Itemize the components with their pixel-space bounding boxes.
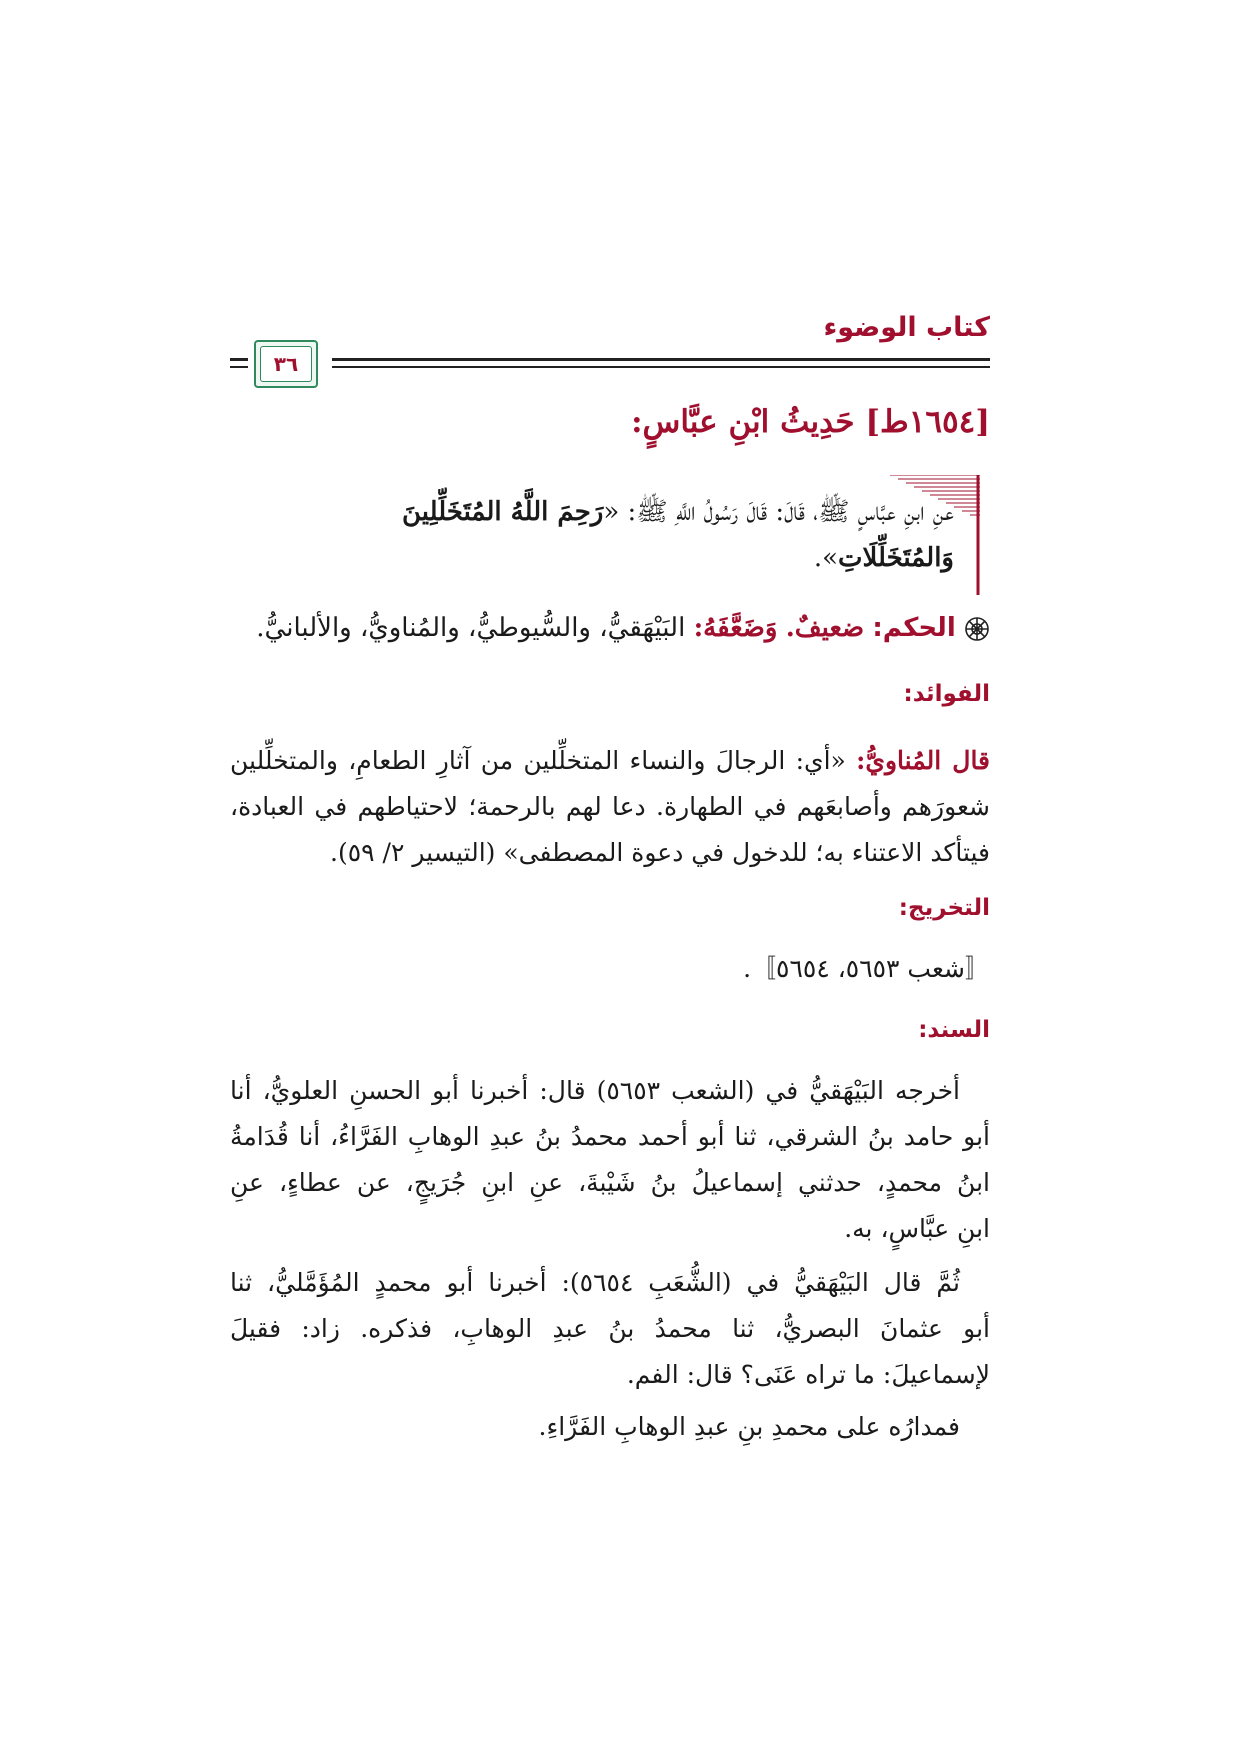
book-title: كتاب الوضوء	[823, 312, 990, 343]
sanad-line: لإسماعيلَ: ما تراه عَنَى؟ قال: الفم.	[626, 1360, 990, 1389]
ruling-scholars: البَيْهَقيُّ، والسُّيوطيُّ، والمُناويُّ، والألبانيُّ.	[256, 613, 686, 643]
hadith-heading: [١٦٥٤ط] حَدِيثُ ابْنِ عبَّاسٍ:	[631, 404, 990, 440]
hadith-text	[254, 489, 954, 581]
sanad-line: أبو حامد بنُ الشرقي، ثنا أبو أحمد محمدُ بنُ عبدِ الوهابِ الفَرَّاءُ، أنا قُدَامةُ	[230, 1122, 990, 1151]
benefits-label: الفوائد:	[903, 681, 990, 707]
hadith-quote-line1: رَحِمَ اللَّهُ المُتَخَلِّلِينَ	[401, 497, 604, 527]
page-header	[230, 310, 990, 390]
takhrij-label: التخريج:	[898, 895, 990, 921]
sanad-line: ثُمَّ قال البَيْهَقيُّ في (الشُّعَبِ ٥٦٥٤): أخبرنا أبو محمدٍ المُؤَمَّليُّ، ثنا	[230, 1268, 960, 1297]
ruling-line	[230, 606, 990, 650]
sanad-line: ابنُ محمدٍ، حدثني إسماعيلُ بنُ شَيْبةَ، عنِ ابنِ جُرَيجٍ، عن عطاءٍ، عنِ	[230, 1168, 990, 1197]
ruling-grade: ضعيفٌ.	[785, 613, 865, 643]
ruling-label: الحكم:	[872, 613, 956, 643]
header-rule-left-thin	[230, 366, 248, 368]
sanad-line: أبو عثمانَ البصريُّ، ثنا محمدُ بنُ عبدِ الوهابِ، فذكره. زاد: فقيلَ	[230, 1314, 990, 1343]
header-rule-thin	[332, 366, 990, 368]
page-number-badge	[254, 340, 318, 388]
benefits-line: فيتأكد الاعتناء به؛ للدخول في دعوة المصطفى» (التيسير ٢/ ٥٩).	[330, 838, 990, 867]
benefits-line: شعورَهم وأصابعَهم في الطهارة. دعا لهم بالرحمة؛ لاحتياطهم في العبادة،	[230, 792, 990, 821]
hadith-box	[240, 475, 980, 595]
ruling-weakened-label: وَضَعَّفَهُ:	[693, 613, 778, 643]
page-number: ٣٦	[260, 346, 312, 382]
hadith-quote-line2: وَالمُتَخَلِّلَاتِ	[838, 543, 954, 573]
hadith-end: ».	[813, 543, 839, 573]
sanad-line: أخرجه البَيْهَقيُّ في (الشعب ٥٦٥٣) قال: أخبرنا أبو الحسنِ العلويُّ، أنا	[230, 1076, 961, 1105]
sanad-line: ابنِ عبَّاسٍ، به.	[844, 1214, 990, 1243]
rosette-icon	[964, 616, 990, 642]
takhrij-text: 〚شعب ٥٦٥٣، ٥٦٥٤〛.	[743, 954, 990, 983]
sanad-paragraph-1	[230, 1068, 990, 1252]
hadith-intro: عنِ ابنِ عبَّاسٍ ﷺ، قَالَ: قَالَ رَسُولُ اللَّهِ ﷺ: «	[603, 497, 954, 527]
header-rule	[332, 358, 990, 361]
sanad-label: السند:	[918, 1017, 990, 1043]
sanad-paragraph-3: فمدارُه على محمدِ بنِ عبدِ الوهابِ الفَرَّاءِ.	[538, 1412, 960, 1441]
benefits-paragraph	[230, 738, 990, 876]
benefits-speaker: قال المُناويُّ:	[856, 746, 991, 775]
sanad-paragraph-2	[230, 1260, 990, 1398]
header-rule-left	[230, 358, 248, 361]
benefits-line: قال المُناويُّ: «أي: الرجالَ والنساء المتخلِّلين من آثارِ الطعامِ، والمتخلِّلين	[230, 746, 991, 775]
